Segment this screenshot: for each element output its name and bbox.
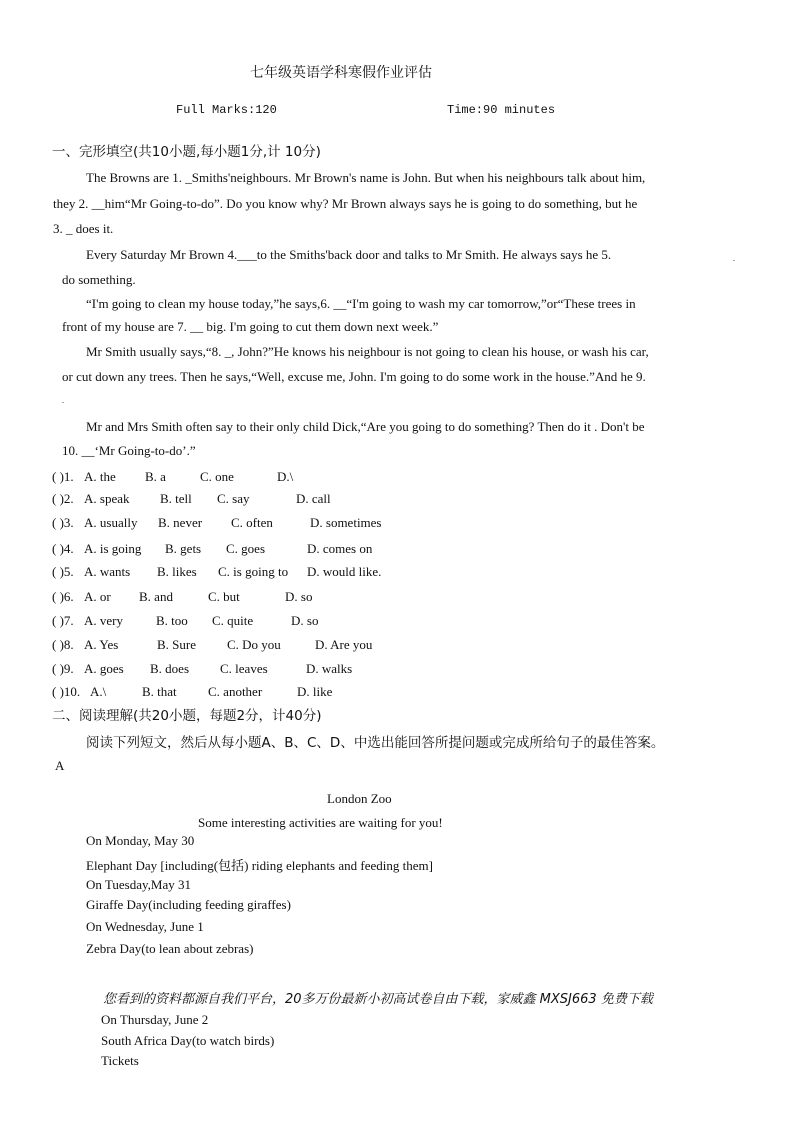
option-row (52, 469, 452, 487)
option-d: D. walks (306, 661, 353, 676)
option-d: D. Are you (315, 637, 373, 652)
zoo-line: On Tuesday,May 31 (86, 877, 191, 892)
stray-dot: . (733, 254, 735, 263)
option-row (52, 589, 452, 607)
option-a: A. speak (84, 491, 130, 506)
zoo-line: Giraffe Day(including feeding giraffes) (86, 897, 291, 912)
option-a: A. is going (84, 541, 142, 556)
question-number: ( )5. (52, 564, 74, 579)
question-number: ( )4. (52, 541, 74, 556)
option-d: D. would like. (307, 564, 382, 579)
option-row (52, 661, 452, 679)
option-row (52, 613, 452, 631)
full-marks: Full Marks:120 (176, 103, 277, 117)
passage-line: front of my house are 7. __ big. I'm going to cut them down next week.” (62, 319, 439, 334)
option-b: B. tell (160, 491, 192, 506)
zoo-line: South Africa Day(to watch birds) (101, 1033, 275, 1048)
option-b: B. Sure (157, 637, 196, 652)
option-c: C. leaves (220, 661, 268, 676)
option-d: D. sometimes (310, 515, 382, 530)
passage-line: Mr Smith usually says,“8. _, John?”He knows his neighbour is not going to clean his house, or wash his car, (86, 344, 649, 359)
option-d: D. like (297, 684, 333, 699)
option-c: C. one (200, 469, 234, 484)
option-c: C. say (217, 491, 250, 506)
option-d: D.\ (277, 469, 294, 484)
option-b: B. does (150, 661, 189, 676)
option-b: B. a (145, 469, 166, 484)
passage-line: Every Saturday Mr Brown 4.___to the Smiths'back door and talks to Mr Smith. He always says he 5. (86, 247, 612, 262)
passage-line: “I'm going to clean my house today,”he says,6. __“I'm going to wash my car tomorrow,”or“These trees in (86, 296, 636, 311)
option-c: C. another (208, 684, 263, 699)
part2-heading: 二、阅读理解(共20小题，每题2分，计40分) (52, 708, 322, 724)
option-a: A. usually (84, 515, 138, 530)
question-number: ( )3. (52, 515, 74, 530)
option-c: C. often (231, 515, 273, 530)
option-a: A. very (84, 613, 123, 628)
option-b: B. likes (157, 564, 197, 579)
passage-line: Mr and Mrs Smith often say to their only child Dick,“Are you going to do something? Then do it . Don't be (86, 419, 645, 434)
question-number: ( )10. (52, 684, 81, 699)
promo-banner: 您看到的资料都源自我们平台，20多万份最新小初高试卷自由下载，家威鑫 MXSJ663 免费下载 (103, 992, 653, 1007)
option-row (52, 637, 452, 655)
question-number: ( )6. (52, 589, 74, 604)
option-b: B. never (158, 515, 203, 530)
passage-label-a: A (55, 758, 65, 773)
option-row (52, 684, 452, 702)
part1-heading: 一、完形填空(共10小题,每小题1分,计 10分) (52, 144, 321, 160)
passage-line: . (62, 396, 64, 405)
option-d: D. comes on (307, 541, 373, 556)
option-c: C. quite (212, 613, 254, 628)
exam-title: 七年级英语学科寒假作业评估 (250, 65, 432, 81)
passage-line: they 2. __him“Mr Going-to-do”. Do you know why? Mr Brown always says he is going to do something, but he (53, 196, 638, 211)
option-a: A. wants (84, 564, 131, 579)
question-number: ( )1. (52, 469, 74, 484)
passage-line: The Browns are 1. _Smiths'neighbours. Mr Brown's name is John. But when his neighbours talk about him, (86, 170, 646, 185)
option-a: A. goes (84, 661, 124, 676)
option-a: A. or (84, 589, 111, 604)
zoo-subtitle: Some interesting activities are waiting for you! (198, 815, 443, 830)
option-d: D. call (296, 491, 331, 506)
option-b: B. that (142, 684, 177, 699)
zoo-line: On Monday, May 30 (86, 833, 195, 848)
question-number: ( )7. (52, 613, 74, 628)
zoo-line: On Wednesday, June 1 (86, 919, 204, 934)
option-a: A. the (84, 469, 116, 484)
zoo-line: Zebra Day(to lean about zebras) (86, 941, 254, 956)
zoo-title: London Zoo (327, 791, 392, 806)
zoo-line: Tickets (101, 1053, 139, 1068)
option-c: C. Do you (227, 637, 281, 652)
zoo-line: Elephant Day [including(包括) riding elephants and feeding them] (86, 858, 433, 873)
question-number: ( )8. (52, 637, 74, 652)
question-number: ( )2. (52, 491, 74, 506)
part2-instruction: 阅读下列短文，然后从每小题A、B、C、D、中选出能回答所提问题或完成所给句子的最佳答案。 (86, 735, 665, 751)
zoo-line: On Thursday, June 2 (101, 1012, 209, 1027)
option-row (52, 491, 452, 509)
option-row (52, 564, 452, 582)
passage-line: 3. _ does it. (53, 221, 114, 236)
option-b: B. too (156, 613, 188, 628)
option-b: B. gets (165, 541, 202, 556)
passage-line: do something. (62, 272, 136, 287)
option-c: C. is going to (218, 564, 289, 579)
question-number: ( )9. (52, 661, 74, 676)
option-a: A.\ (90, 684, 107, 699)
option-row (52, 541, 452, 559)
option-d: D. so (291, 613, 319, 628)
option-d: D. so (285, 589, 313, 604)
passage-line: 10. __‘Mr Going-to-do’.” (62, 443, 196, 458)
option-a: A. Yes (84, 637, 119, 652)
passage-line: or cut down any trees. Then he says,“Well, excuse me, John. I'm going to do some work in the house.”And he 9. (62, 369, 646, 384)
time-limit: Time:90 minutes (447, 103, 556, 117)
option-row (52, 515, 452, 533)
option-c: C. but (208, 589, 240, 604)
option-b: B. and (139, 589, 173, 604)
option-c: C. goes (226, 541, 265, 556)
